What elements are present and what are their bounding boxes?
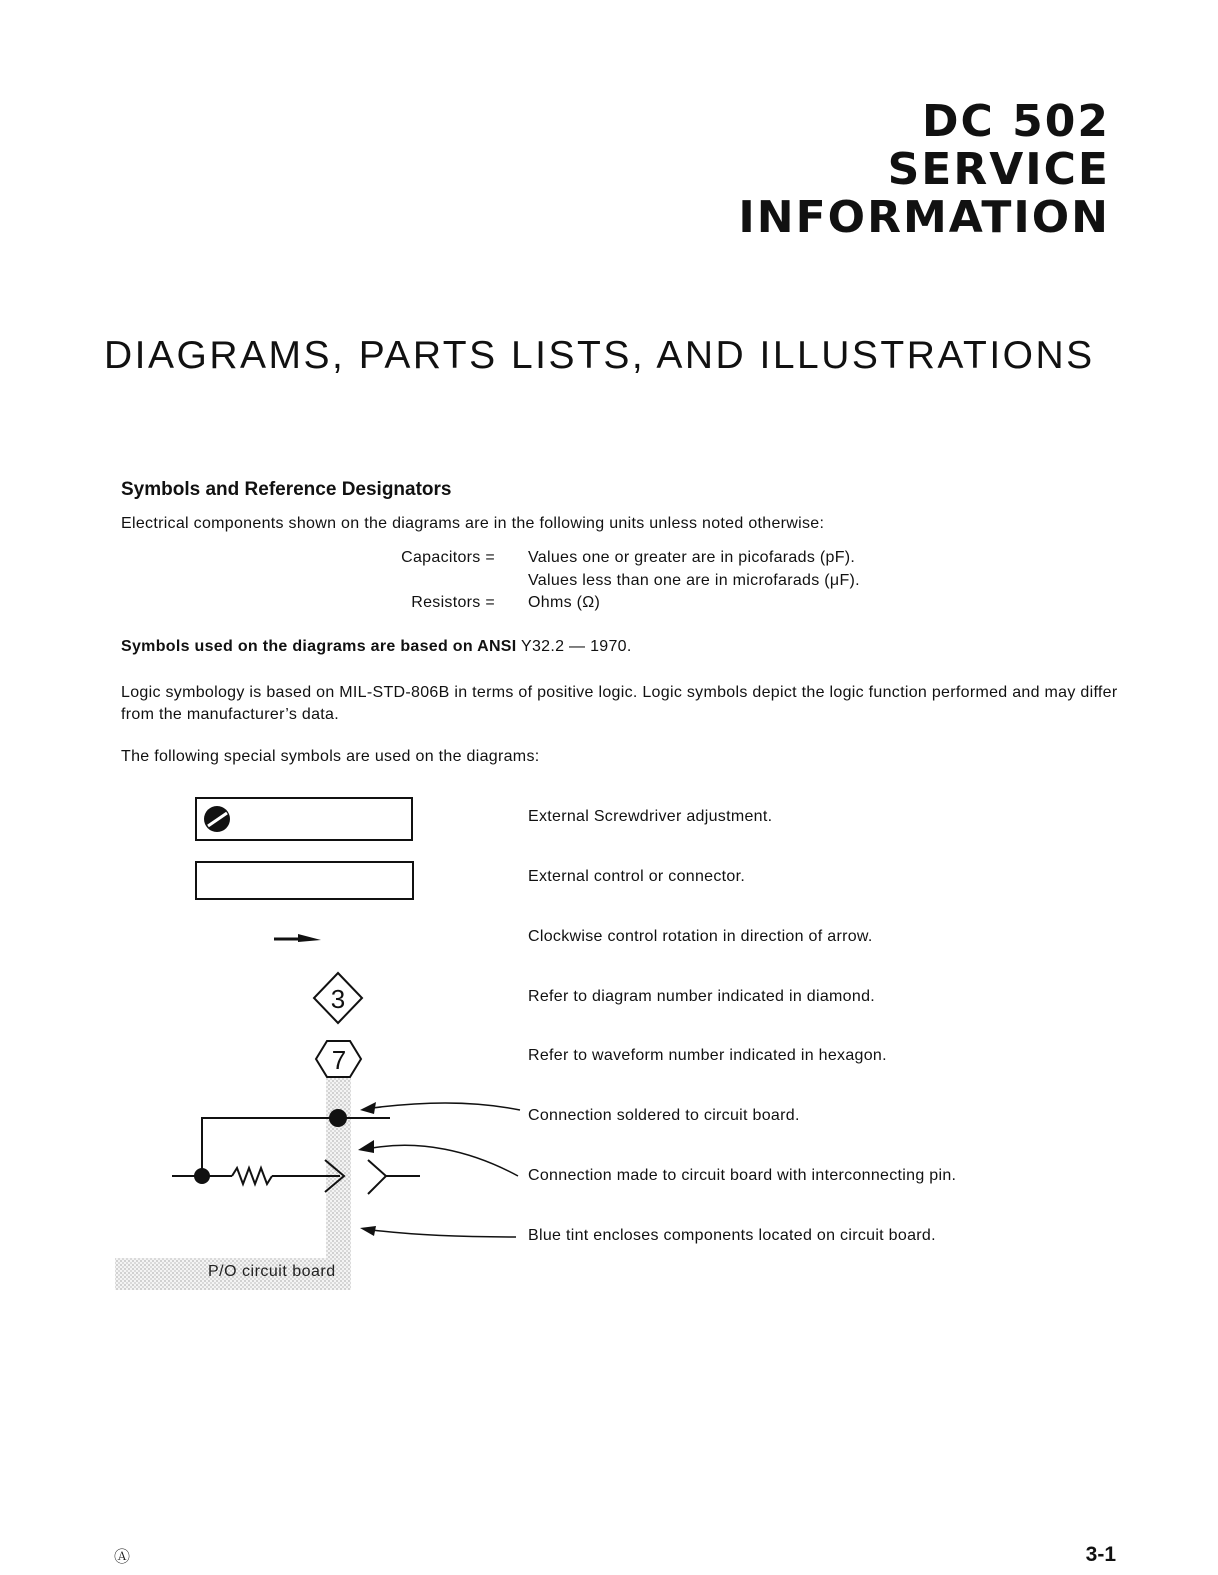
circuit-example xyxy=(172,1118,420,1194)
resistors-label: Resistors = xyxy=(411,594,495,611)
legend-tint-text: Blue tint encloses components located on circuit board. xyxy=(528,1227,936,1244)
legend-hexagon-text: Refer to waveform number indicated in hexagon. xyxy=(528,1047,887,1064)
symbols-heading: Symbols and Reference Designators xyxy=(121,479,452,500)
waveform-number-hexagon-icon xyxy=(316,1041,361,1077)
legend-external-control-text: External control or connector. xyxy=(528,868,746,885)
junction-dot xyxy=(194,1168,210,1184)
diamond-number: 3 xyxy=(330,984,346,1014)
title-line-service: SERVICE xyxy=(887,144,1110,195)
capacitors-value-1: Values one or greater are in picofarads (pF). xyxy=(528,549,856,566)
diagram-number-diamond-icon xyxy=(314,973,362,1023)
logic-paragraph: Logic symbology is based on MIL-STD-806B in terms of positive logic. Logic symbols depict the logic function performed and may differ from the manufacturer’s data. xyxy=(121,684,1118,723)
legend-screwdriver-text: External Screwdriver adjustment. xyxy=(528,808,773,825)
hexagon-number: 7 xyxy=(331,1045,347,1075)
capacitors-label: Capacitors = xyxy=(401,549,495,566)
capacitors-value-2: Values less than one are in microfarads (μF). xyxy=(528,572,860,589)
external-control-symbol xyxy=(196,862,413,899)
legend-diamond-text: Refer to diagram number indicated in diamond. xyxy=(528,988,876,1005)
title-line-model: DC 502 xyxy=(922,96,1110,147)
units-intro: Electrical components shown on the diagrams are in the following units unless noted otherwise: xyxy=(121,515,825,532)
legend-pin-text: Connection made to circuit board with interconnecting pin. xyxy=(528,1167,957,1184)
legend-clockwise-text: Clockwise control rotation in direction of arrow. xyxy=(528,928,873,945)
title-line-information: INFORMATION xyxy=(738,192,1110,243)
circuit-board-label: P/O circuit board xyxy=(208,1263,336,1280)
leader-arrowheads xyxy=(358,1102,376,1236)
leader-arrows xyxy=(372,1103,520,1237)
section-title: DIAGRAMS, PARTS LISTS, AND ILLUSTRATIONS xyxy=(104,334,1095,377)
revision-mark: Ⓐ xyxy=(114,1549,131,1566)
ansi-statement-bold: Symbols used on the diagrams are based on ANSI xyxy=(121,638,517,655)
ansi-statement-standard: Y32.2 — 1970. xyxy=(516,638,632,655)
resistors-value: Ohms (Ω) xyxy=(528,594,601,611)
special-symbols-intro: The following special symbols are used on the diagrams: xyxy=(121,748,540,765)
clockwise-arrow-icon xyxy=(274,934,321,942)
page-number: 3-1 xyxy=(1085,1543,1116,1566)
circuit-board-tint xyxy=(115,1076,351,1290)
screwdriver-adjustment-symbol xyxy=(196,798,412,840)
solder-connection-dot xyxy=(329,1109,347,1127)
legend-soldered-text: Connection soldered to circuit board. xyxy=(528,1107,800,1124)
